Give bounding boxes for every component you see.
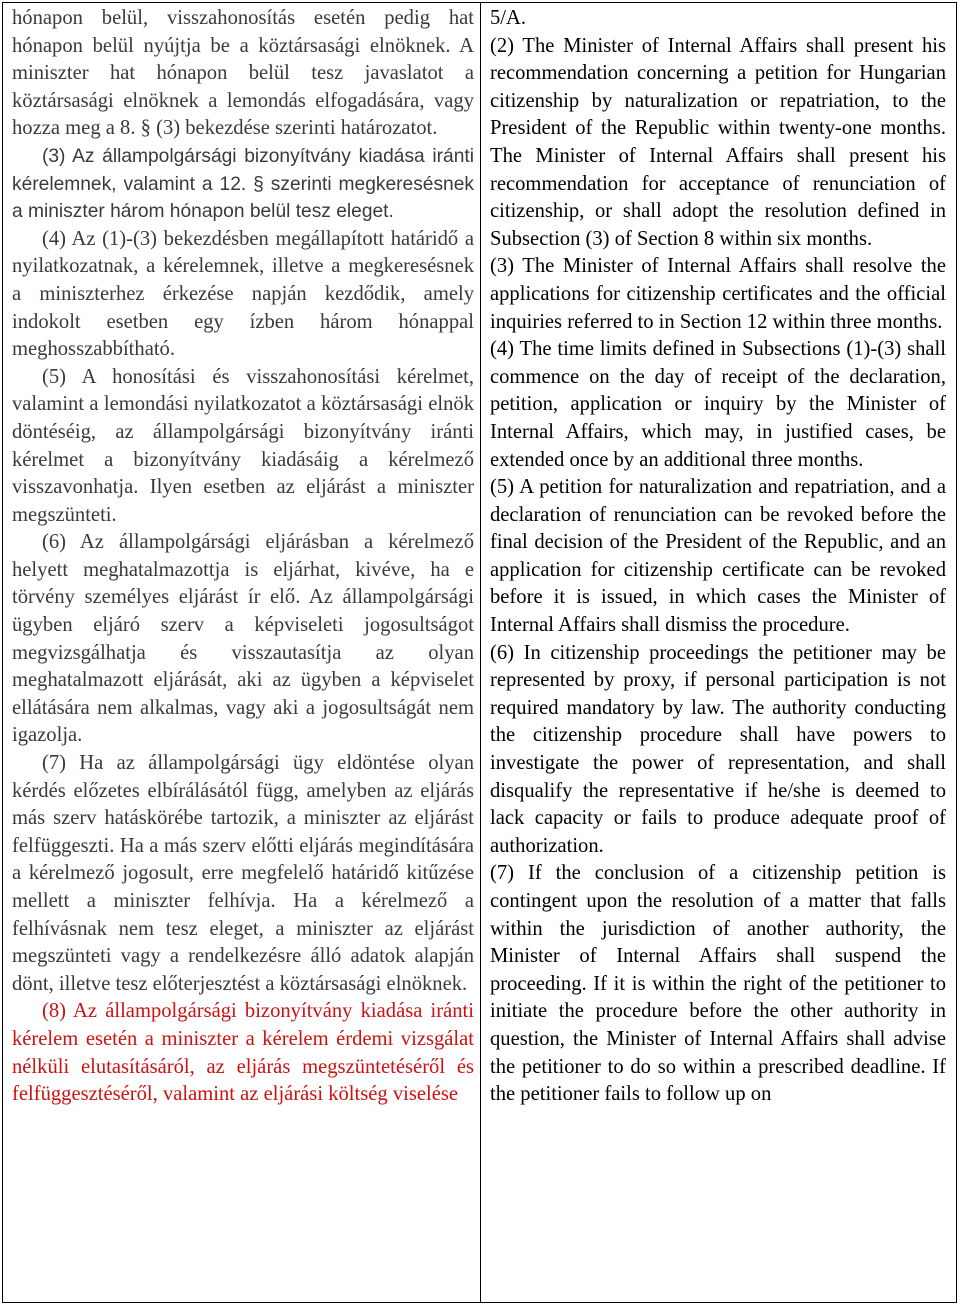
hungarian-column bbox=[3, 3, 481, 1302]
english-paragraph: (5) A petition for naturalization and repatriation, and a declaration of renunciation can be revoked before the final decision of the President of the Republic, and an application for citizenship certificate can be revoked before it is issued, in which cases the Minister of Internal Affairs shall dismiss the procedure. bbox=[490, 476, 946, 637]
hungarian-paragraph: (3) Az állampolgársági bizonyítvány kiadása iránti kérelemnek, valamint a 12. § szerinti megkeresésnek a miniszter három hónapon belül tesz eleget. bbox=[12, 145, 474, 223]
hungarian-paragraph: (7) Ha az állampolgársági ügy eldöntése olyan kérdés előzetes elbírálásától függ, amelyben az eljárás más szerv hatáskörébe tartozik, a miniszter az eljárást felfüggeszti. Ha a más szerv előtti eljárás megindítására a kérelmező jogosult, erre megfelelő határidő kitűzése mellett a miniszter felhívja. Ha a kérelmező a felhívásnak nem tesz eleget, a miniszter az eljárást megszünteti vagy a rendelkezésre álló adatok alapján dönt, illetve tesz előterjesztést a köztársasági elnöknek. bbox=[12, 752, 474, 995]
bilingual-text-table bbox=[2, 2, 957, 1303]
hungarian-paragraph: (5) A honosítási és visszahonosítási kérelmet, valamint a lemondási nyilatkozatot a köztársasági elnök döntéséig, az állampolgársági bizonyítvány iránti kérelmet a bizonyítvány kiadásáig a kérelmező visszavonhatja. Ilyen esetben az eljárást a miniszter megszünteti. bbox=[12, 365, 474, 526]
english-paragraph: (3) The Minister of Internal Affairs shall resolve the applications for citizenship certificates and the official inquiries referred to in Section 12 within three months. bbox=[490, 255, 946, 333]
hungarian-paragraph: hónapon belül, visszahonosítás esetén pedig hat hónapon belül nyújtja be a köztársasági elnöknek. A miniszter hat hónapon belül tesz javaslatot a köztársasági elnöknek a lemondás elfogadására, vagy hozza meg a 8. § (3) bekezdése szerinti határozatot. bbox=[12, 7, 474, 140]
english-paragraph: (6) In citizenship proceedings the petitioner may be represented by proxy, if personal participation is not required mandatory by law. The authority conducting the citizenship procedure shall have powers to investigate the power of representation, and shall disqualify the representative if he/she is deemed to lack capacity or fails to produce adequate proof of authorization. bbox=[490, 641, 946, 857]
english-paragraph: (7) If the conclusion of a citizenship petition is contingent upon the resolution of a matter that falls within the jurisdiction of another authority, the Minister of Internal Affairs shall suspend the proceeding. If it is within the right of the petitioner to initiate the procedure before the other authority in question, the Minister of Internal Affairs shall advise the petitioner to do so within a prescribed deadline. If the petitioner fails to follow up on bbox=[490, 862, 946, 1106]
hungarian-paragraph-amended: (8) Az állampolgársági bizonyítvány kiadása iránti kérelem esetén a miniszter a kérelem érdemi vizsgálat nélküli elutasításáról, az eljárás megszüntetéséről és felfüggesztéséről, valamint az eljárási költség viselése bbox=[12, 1000, 474, 1106]
english-paragraph: (2) The Minister of Internal Affairs shall present his recommendation concerning a petition for Hungarian citizenship by naturalization or repatriation, to the President of the Republic within twenty-one months. The Minister of Internal Affairs shall present his recommendation for acceptance of renunciation of citizenship, or shall adopt the resolution defined in Subsection (3) of Section 8 within six months. bbox=[490, 34, 946, 250]
section-heading: 5/A. bbox=[490, 7, 527, 29]
hungarian-paragraph: (4) Az (1)-(3) bekezdésben megállapított határidő a nyilatkozatnak, a kérelemnek, illetve a megkeresésnek a miniszterhez érkezése napján kezdődik, amely indokolt esetben egy ízben három hónappal meghosszabbítható. bbox=[12, 227, 474, 361]
english-column bbox=[481, 3, 956, 1302]
hungarian-paragraph: (6) Az állampolgársági eljárásban a kérelmező helyett meghatalmazottja is eljárhat, kivéve, ha e törvény személyes eljárást ír elő. Az állampolgársági ügyben eljáró szerv a képviseleti jogosultságot megvizsgálhatja és visszautasítja az olyan meghatalmazott eljárását, aki az ügyben a képviselet ellátására nem alkalmas, vagy aki a jogosultságát nem igazolja. bbox=[12, 531, 474, 747]
english-paragraph: (4) The time limits defined in Subsections (1)-(3) shall commence on the day of receipt of the declaration, petition, application or inquiry by the Minister of Internal Affairs, which may, in justified cases, be extended once by an additional three months. bbox=[490, 338, 946, 471]
